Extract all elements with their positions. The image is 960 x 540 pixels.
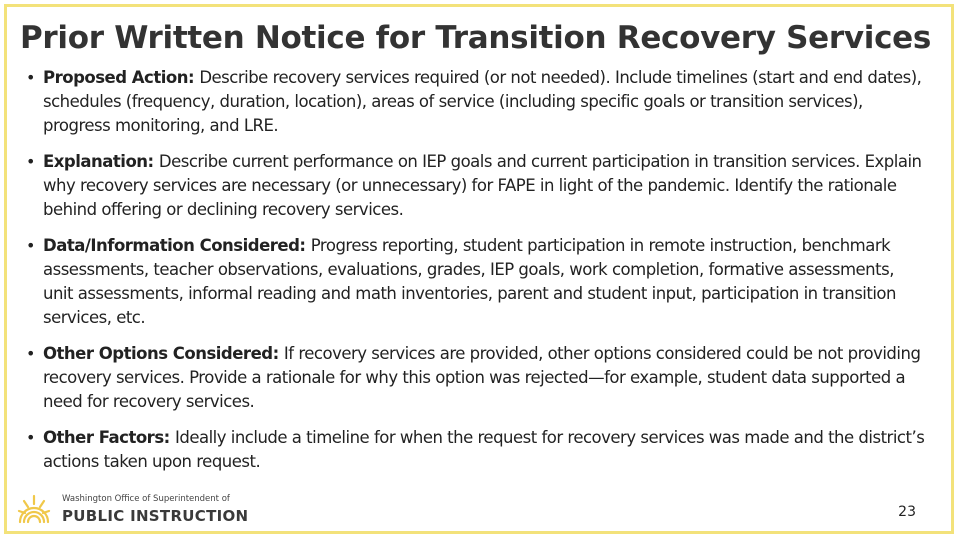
bullet-label: Explanation: — [43, 152, 159, 171]
bullet-label: Proposed Action: — [43, 68, 200, 87]
bullet-label: Other Options Considered: — [43, 344, 284, 363]
bullet-label: Data/Information Considered: — [43, 236, 311, 255]
page-number: 23 — [898, 504, 916, 520]
bullet-item — [26, 66, 926, 138]
bullet-list — [26, 66, 926, 486]
bullet-marker: • — [26, 428, 35, 447]
ospi-logo — [16, 490, 256, 530]
bullet-item — [26, 150, 926, 222]
bullet-item — [26, 342, 926, 414]
bullet-text: Ideally include a timeline for when the request for recovery services was made and the district’s actions taken upon request. — [43, 428, 925, 471]
bullet-text: If recovery services are provided, other options considered could be not providing recovery services. Provide a rationale for why this option was rejected—for example, student data supported a need for recovery services. — [43, 344, 921, 411]
logo-org-line: Washington Office of Superintendent of — [62, 494, 230, 504]
bullet-marker: • — [26, 152, 35, 171]
ospi-sun-logo-icon — [16, 492, 52, 528]
logo-name: PUBLIC INSTRUCTION — [62, 507, 249, 525]
bullet-label: Other Factors: — [43, 428, 175, 447]
bullet-marker: • — [26, 236, 35, 255]
bullet-marker: • — [26, 68, 35, 87]
bullet-text: Progress reporting, student participation in remote instruction, benchmark assessments, teacher observations, evaluations, grades, IEP goals, work completion, formative assessments, unit assessments, informal reading and math inventories, parent and student input, participation in transition services, etc. — [43, 236, 896, 327]
bullet-text: Describe recovery services required (or not needed). Include timelines (start and end dates), schedules (frequency, duration, location), areas of service (including specific goals or transition services), progress monitoring, and LRE. — [43, 68, 922, 135]
bullet-item — [26, 234, 926, 330]
bullet-item — [26, 426, 926, 474]
bullet-marker: • — [26, 344, 35, 363]
slide-title: Prior Written Notice for Transition Recovery Services — [20, 20, 932, 56]
bullet-text: Describe current performance on IEP goals and current participation in transition services. Explain why recovery services are necessary (or unnecessary) for FAPE in light of the pandemic. Identify the rationale behind offering or declining recovery services. — [43, 152, 922, 219]
